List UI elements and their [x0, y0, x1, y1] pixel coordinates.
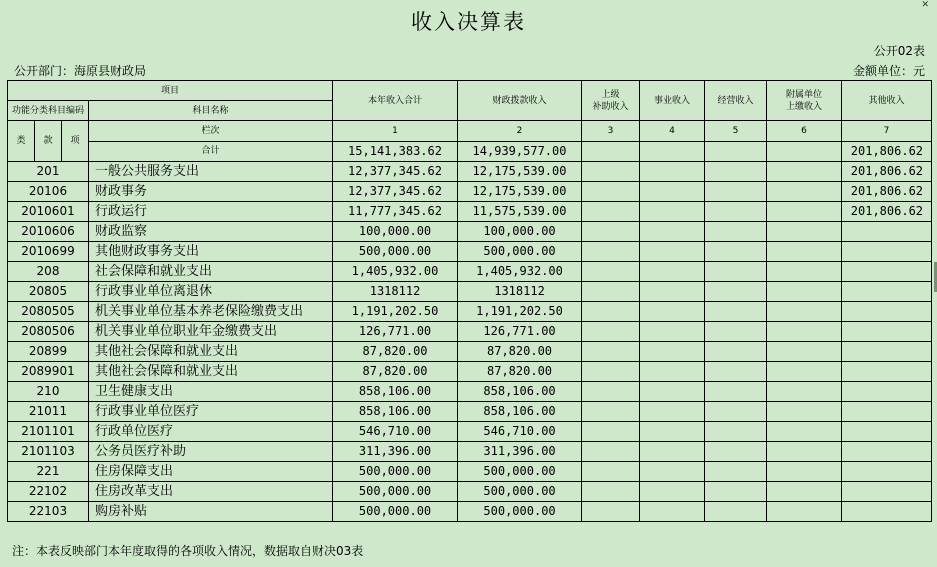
row-other	[842, 342, 932, 362]
row-business	[640, 422, 705, 442]
row-code: 2010601	[8, 202, 89, 222]
row-fiscal: 500,000.00	[458, 502, 582, 522]
header-kuan: 款	[35, 121, 62, 162]
row-fiscal: 100,000.00	[458, 222, 582, 242]
row-code: 2080505	[8, 302, 89, 322]
row-operation	[705, 202, 767, 222]
row-total: 126,771.00	[333, 322, 458, 342]
row-code: 210	[8, 382, 89, 402]
row-name: 财政事务	[89, 182, 333, 202]
page-title: 收入决算表	[411, 10, 526, 34]
table-row	[8, 322, 932, 342]
row-business	[640, 362, 705, 382]
row-upper	[582, 222, 640, 242]
row-fiscal: 1,405,932.00	[458, 262, 582, 282]
header-upper-line2: 补助收入	[592, 101, 629, 112]
row-upper	[582, 282, 640, 302]
total-fiscal: 14,939,577.00	[458, 141, 582, 162]
row-code: 2010606	[8, 222, 89, 242]
row-code: 22103	[8, 502, 89, 522]
header-subject-name: 科目名称	[89, 101, 333, 121]
table-row	[8, 482, 932, 502]
row-total: 500,000.00	[333, 482, 458, 502]
row-total: 11,777,345.62	[333, 202, 458, 222]
row-other	[842, 422, 932, 442]
row-affiliated	[767, 482, 842, 502]
row-total: 87,820.00	[333, 342, 458, 362]
row-fiscal: 311,396.00	[458, 442, 582, 462]
row-upper	[582, 162, 640, 182]
row-name: 机关事业单位基本养老保险缴费支出	[89, 302, 333, 322]
row-code: 20106	[8, 182, 89, 202]
row-operation	[705, 502, 767, 522]
row-upper	[582, 242, 640, 262]
row-other	[842, 222, 932, 242]
row-code: 2101101	[8, 422, 89, 442]
row-business	[640, 282, 705, 302]
row-fiscal: 12,175,539.00	[458, 182, 582, 202]
table-row	[8, 342, 932, 362]
row-operation	[705, 302, 767, 322]
table-row	[8, 462, 932, 482]
footnote: 注：本表反映部门本年度取得的各项收入情况，数据取自财决03表	[12, 544, 364, 558]
row-business	[640, 382, 705, 402]
row-total: 1318112	[333, 282, 458, 302]
row-business	[640, 462, 705, 482]
row-total: 12,377,345.62	[333, 162, 458, 182]
row-upper	[582, 202, 640, 222]
row-affiliated	[767, 402, 842, 422]
row-affiliated	[767, 222, 842, 242]
row-other	[842, 282, 932, 302]
row-total: 858,106.00	[333, 382, 458, 402]
row-operation	[705, 262, 767, 282]
row-operation	[705, 182, 767, 202]
row-upper	[582, 302, 640, 322]
row-other: 201,806.62	[842, 202, 932, 222]
row-fiscal: 500,000.00	[458, 462, 582, 482]
header-affiliated-line2: 上缴收入	[786, 101, 823, 112]
row-fiscal: 1318112	[458, 282, 582, 302]
header-column-row: 栏次	[89, 121, 333, 142]
header-lei: 类	[8, 121, 35, 162]
row-business	[640, 402, 705, 422]
header-total: 本年收入合计	[333, 81, 458, 121]
row-fiscal: 546,710.00	[458, 422, 582, 442]
row-operation	[705, 322, 767, 342]
row-name: 行政事业单位医疗	[89, 402, 333, 422]
row-name: 购房补贴	[89, 502, 333, 522]
row-name: 其他社会保障和就业支出	[89, 342, 333, 362]
row-total: 500,000.00	[333, 502, 458, 522]
row-business	[640, 262, 705, 282]
table-row	[8, 222, 932, 242]
table-row	[8, 302, 932, 322]
total-upper	[582, 141, 640, 162]
header-xiang: 项	[62, 121, 89, 162]
row-other	[842, 502, 932, 522]
header-other: 其他收入	[842, 81, 932, 121]
col-num-1: 1	[333, 121, 458, 142]
table-row	[8, 162, 932, 182]
row-name: 其他社会保障和就业支出	[89, 362, 333, 382]
row-upper	[582, 262, 640, 282]
col-num-4: 4	[640, 121, 705, 142]
row-fiscal: 126,771.00	[458, 322, 582, 342]
row-upper	[582, 182, 640, 202]
row-other	[842, 262, 932, 282]
row-name: 行政运行	[89, 202, 333, 222]
row-fiscal: 11,575,539.00	[458, 202, 582, 222]
row-name: 一般公共服务支出	[89, 162, 333, 182]
row-total: 12,377,345.62	[333, 182, 458, 202]
table-row	[8, 202, 932, 222]
row-other: 201,806.62	[842, 182, 932, 202]
row-affiliated	[767, 282, 842, 302]
header-business: 事业收入	[640, 81, 705, 121]
row-other	[842, 322, 932, 342]
row-upper	[582, 382, 640, 402]
row-other	[842, 382, 932, 402]
row-affiliated	[767, 322, 842, 342]
close-icon[interactable]: ✕	[921, 0, 929, 10]
row-name: 卫生健康支出	[89, 382, 333, 402]
table-row	[8, 282, 932, 302]
header-upper	[582, 81, 640, 121]
row-other	[842, 442, 932, 462]
table-row	[8, 402, 932, 422]
row-operation	[705, 402, 767, 422]
row-total: 500,000.00	[333, 462, 458, 482]
row-operation	[705, 462, 767, 482]
row-total: 546,710.00	[333, 422, 458, 442]
row-operation	[705, 482, 767, 502]
income-table	[7, 80, 932, 522]
amount-unit-label: 金额单位：元	[852, 64, 925, 78]
row-business	[640, 202, 705, 222]
row-affiliated	[767, 162, 842, 182]
row-affiliated	[767, 462, 842, 482]
row-total: 100,000.00	[333, 222, 458, 242]
row-fiscal: 87,820.00	[458, 362, 582, 382]
row-operation	[705, 382, 767, 402]
row-business	[640, 222, 705, 242]
row-affiliated	[767, 202, 842, 222]
row-code: 201	[8, 162, 89, 182]
row-business	[640, 182, 705, 202]
header-fiscal: 财政拨款收入	[458, 81, 582, 121]
row-fiscal: 87,820.00	[458, 342, 582, 362]
header-func-code: 功能分类科目编码	[8, 101, 89, 121]
row-operation	[705, 162, 767, 182]
row-upper	[582, 362, 640, 382]
row-operation	[705, 442, 767, 462]
table-row	[8, 362, 932, 382]
row-affiliated	[767, 342, 842, 362]
table-row	[8, 442, 932, 462]
total-business	[640, 141, 705, 162]
row-business	[640, 482, 705, 502]
row-code: 2010699	[8, 242, 89, 262]
row-code: 2089901	[8, 362, 89, 382]
row-other	[842, 242, 932, 262]
row-affiliated	[767, 422, 842, 442]
table-row	[8, 182, 932, 202]
row-other	[842, 302, 932, 322]
row-name: 公务员医疗补助	[89, 442, 333, 462]
row-upper	[582, 482, 640, 502]
row-fiscal: 858,106.00	[458, 402, 582, 422]
row-name: 机关事业单位职业年金缴费支出	[89, 322, 333, 342]
row-other	[842, 482, 932, 502]
row-code: 221	[8, 462, 89, 482]
row-affiliated	[767, 502, 842, 522]
row-business	[640, 322, 705, 342]
row-business	[640, 242, 705, 262]
row-upper	[582, 402, 640, 422]
col-num-2: 2	[458, 121, 582, 142]
row-operation	[705, 222, 767, 242]
header-affiliated	[767, 81, 842, 121]
row-operation	[705, 362, 767, 382]
row-upper	[582, 322, 640, 342]
row-operation	[705, 242, 767, 262]
total-affiliated	[767, 141, 842, 162]
row-fiscal: 500,000.00	[458, 482, 582, 502]
row-name: 社会保障和就业支出	[89, 262, 333, 282]
row-operation	[705, 422, 767, 442]
table-row	[8, 502, 932, 522]
row-other	[842, 462, 932, 482]
row-total: 1,405,932.00	[333, 262, 458, 282]
row-code: 2101103	[8, 442, 89, 462]
row-total: 500,000.00	[333, 242, 458, 262]
row-upper	[582, 442, 640, 462]
col-num-3: 3	[582, 121, 640, 142]
header-affiliated-line1: 附属单位	[786, 89, 823, 100]
row-upper	[582, 342, 640, 362]
row-total: 87,820.00	[333, 362, 458, 382]
header-upper-line1: 上级	[601, 89, 620, 100]
row-upper	[582, 422, 640, 442]
row-operation	[705, 342, 767, 362]
row-name: 行政单位医疗	[89, 422, 333, 442]
row-code: 20899	[8, 342, 89, 362]
row-fiscal: 500,000.00	[458, 242, 582, 262]
row-affiliated	[767, 362, 842, 382]
row-affiliated	[767, 302, 842, 322]
row-name: 行政事业单位离退休	[89, 282, 333, 302]
row-fiscal: 12,175,539.00	[458, 162, 582, 182]
department-label: 公开部门：海原县财政局	[14, 64, 147, 78]
row-other	[842, 362, 932, 382]
table-row	[8, 382, 932, 402]
row-total: 858,106.00	[333, 402, 458, 422]
row-fiscal: 1,191,202.50	[458, 302, 582, 322]
row-business	[640, 302, 705, 322]
row-code: 20805	[8, 282, 89, 302]
row-other: 201,806.62	[842, 162, 932, 182]
row-code: 208	[8, 262, 89, 282]
total-amount: 15,141,383.62	[333, 141, 458, 162]
col-num-5: 5	[705, 121, 767, 142]
col-num-7: 7	[842, 121, 932, 142]
row-code: 2080506	[8, 322, 89, 342]
table-row	[8, 422, 932, 442]
table-row	[8, 262, 932, 282]
row-fiscal: 858,106.00	[458, 382, 582, 402]
row-affiliated	[767, 262, 842, 282]
row-upper	[582, 462, 640, 482]
total-other: 201,806.62	[842, 141, 932, 162]
row-name: 财政监察	[89, 222, 333, 242]
header-operation: 经营收入	[705, 81, 767, 121]
header-total-label: 合计	[89, 141, 333, 162]
total-operation	[705, 141, 767, 162]
header-item: 项目	[8, 81, 333, 101]
row-code: 21011	[8, 402, 89, 422]
row-name: 其他财政事务支出	[89, 242, 333, 262]
row-upper	[582, 502, 640, 522]
row-affiliated	[767, 242, 842, 262]
col-num-6: 6	[767, 121, 842, 142]
row-affiliated	[767, 182, 842, 202]
row-name: 住房保障支出	[89, 462, 333, 482]
row-affiliated	[767, 382, 842, 402]
table-row	[8, 242, 932, 262]
row-total: 1,191,202.50	[333, 302, 458, 322]
row-business	[640, 442, 705, 462]
row-other	[842, 402, 932, 422]
row-operation	[705, 282, 767, 302]
row-business	[640, 342, 705, 362]
row-name: 住房改革支出	[89, 482, 333, 502]
form-code: 公开02表	[873, 44, 925, 58]
row-business	[640, 502, 705, 522]
row-code: 22102	[8, 482, 89, 502]
row-total: 311,396.00	[333, 442, 458, 462]
row-business	[640, 162, 705, 182]
row-affiliated	[767, 442, 842, 462]
